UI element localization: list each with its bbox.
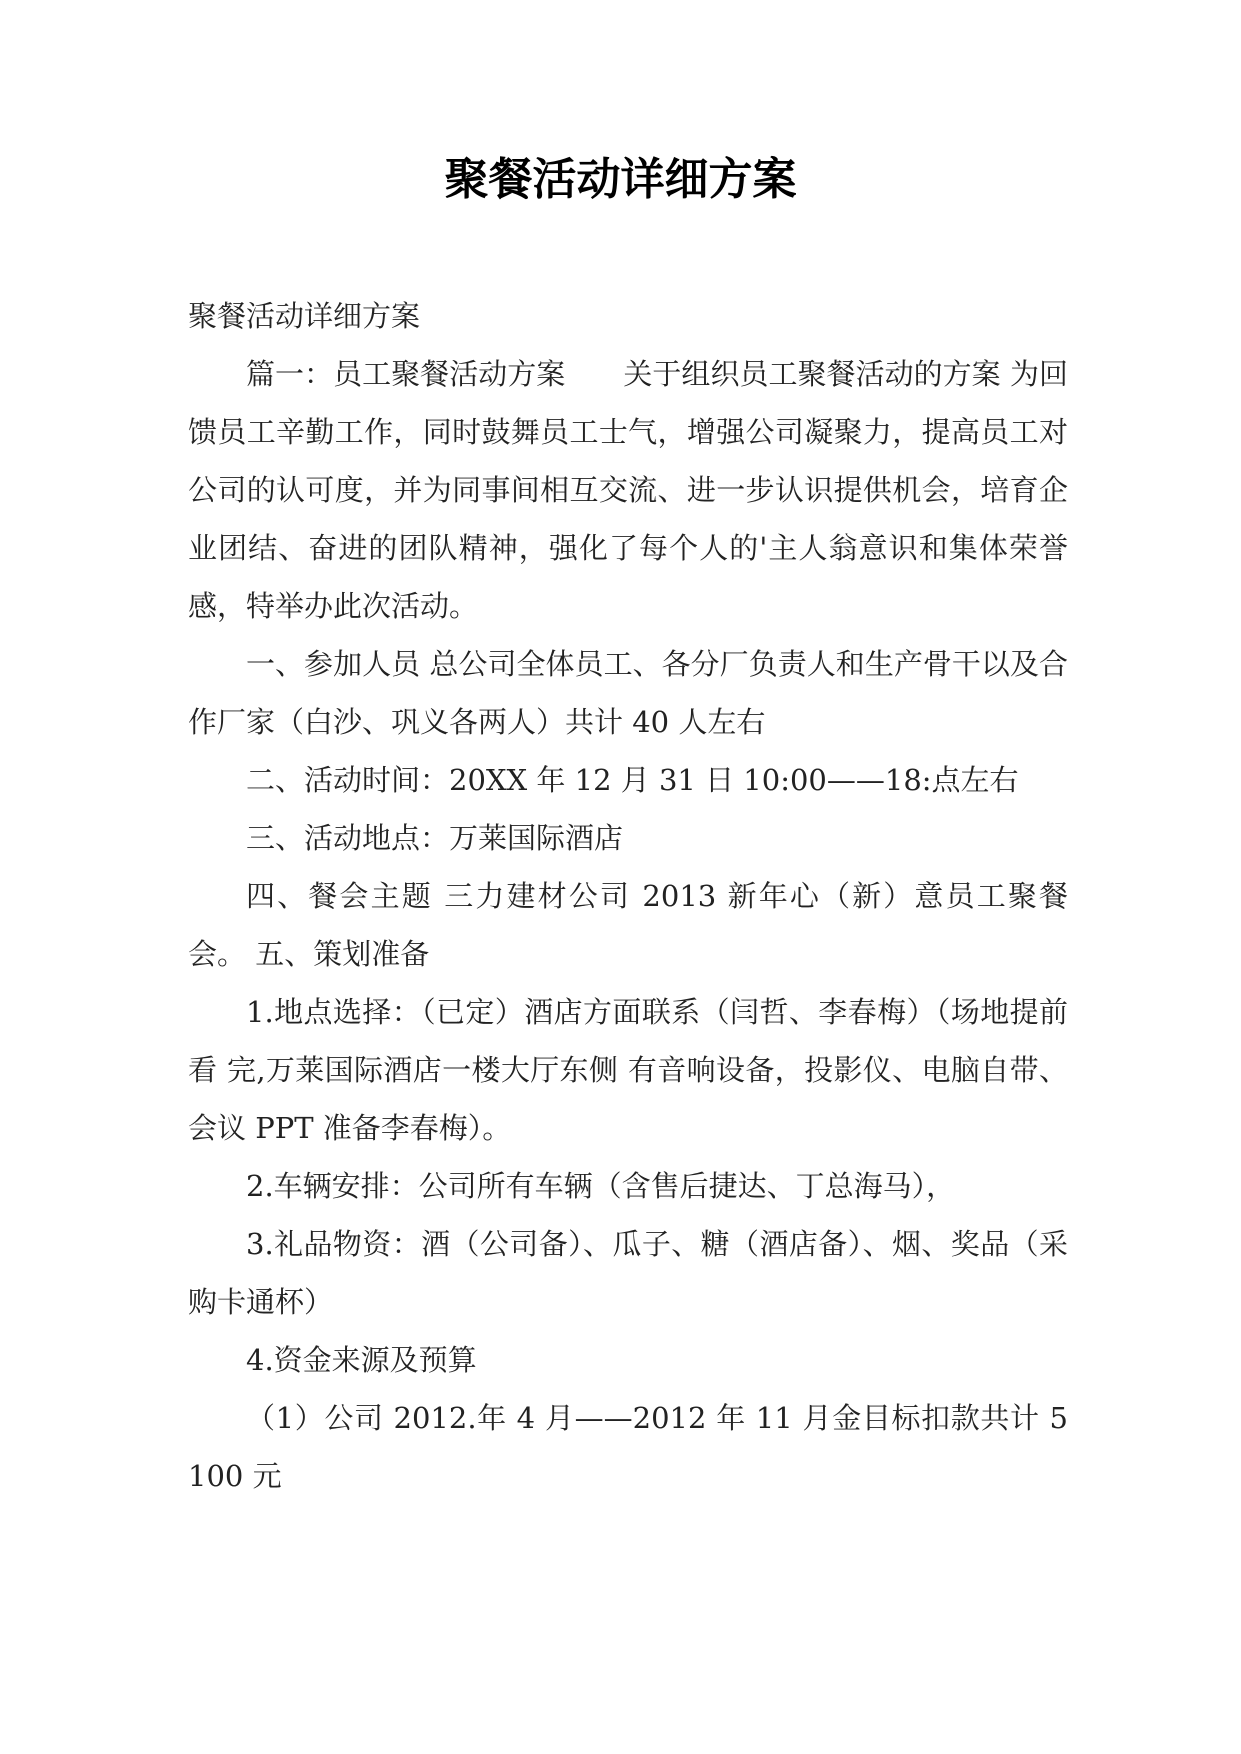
paragraph-time: 二、活动时间：20XX 年 12 月 31 日 10:00——18:点左右 — [246, 763, 1019, 797]
document-title: 聚餐活动详细方案 — [444, 154, 797, 205]
paragraph-theme: 四、餐会主题 三力建材公司 2013 新年心（新）意员工聚餐会。 五、策划准备 — [188, 879, 1068, 971]
paragraph-budget-item-1: （1）公司 2012.年 4 月——2012 年 11 月金目标扣款共计 5100 元 — [188, 1401, 1068, 1493]
paragraph-participants: 一、参加人员 总公司全体员工、各分厂负责人和生产骨干以及合作厂家（白沙、巩义各两人）共计 40 人左右 — [188, 647, 1068, 739]
paragraph-supplies: 3.礼品物资：酒（公司备）、瓜子、糖（酒店备）、烟、奖品（采购卡通杯） — [188, 1227, 1068, 1319]
paragraph-venue-selection: 1.地点选择：（已定）酒店方面联系（闫哲、李春梅）（场地提前看 完,万莱国际酒店一楼大厅东侧 有音响设备，投影仪、电脑自带、会议 PPT 准备李春梅）。 — [188, 995, 1068, 1145]
paragraph-location: 三、活动地点：万莱国际酒店 — [246, 821, 624, 855]
paragraph-vehicles: 2.车辆安排：公司所有车辆（含售后捷达、丁总海马）， — [246, 1169, 956, 1203]
paragraph-intro: 篇一：员工聚餐活动方案 关于组织员工聚餐活动的方案 为回馈员工辛勤工作，同时鼓舞员工士气，增强公司凝聚力，提高员工对公司的认可度，并为同事间相互交流、进一步认识提供机会，培育企业团结、奋进的团队精神，强化了每个人的'主人翁意识和集体荣誉感，特举办此次活动。 — [188, 357, 1068, 623]
paragraph-budget-heading: 4.资金来源及预算 — [246, 1343, 477, 1377]
subtitle-paragraph: 聚餐活动详细方案 — [188, 299, 421, 333]
document-body — [188, 287, 1068, 1505]
